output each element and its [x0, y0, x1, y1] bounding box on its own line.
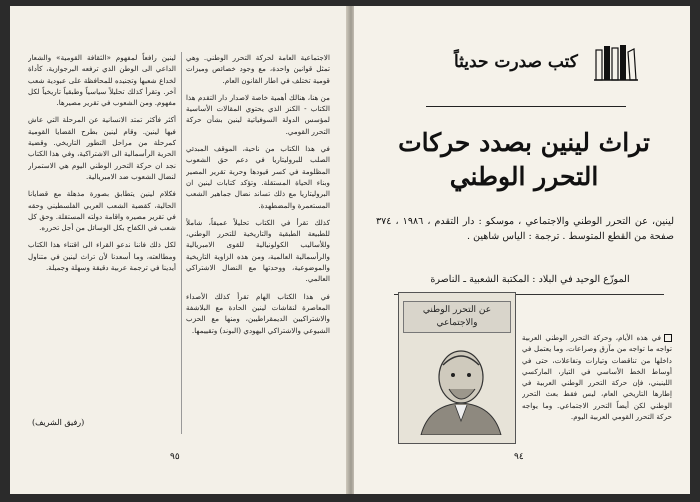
portrait-illustration: [409, 343, 505, 435]
bullet-marker: [664, 334, 672, 342]
left-page-column-left: [28, 52, 176, 444]
author-signature: (رفيق الشريف): [32, 418, 85, 427]
section-banner: [390, 42, 660, 82]
cover-title: عن التحرر الوطني والاجتماعي: [403, 301, 511, 333]
left-page-column-right: [186, 52, 330, 444]
paragraph: فكلام لينين يتطابق بصورة مذهلة مع قضايانا الحالية، كقضية الشعب العربي الفلسطيني وحقه في تقرير مصيره واقامة دولته المستقلة. وحق كل شعب في الكفاح بكل الوسائل من أجل تحرره.: [28, 189, 176, 233]
paragraph: [522, 332, 672, 422]
books-icon: [594, 42, 638, 82]
paragraph: الاجتماعية العامة لحركة التحرر الوطني. وهي تمثل قوانين واحدة، مع وجود خصائص وميزات قومية تختلف في اطار القانون العام.: [186, 53, 330, 85]
distributor-line: الموزّع الوحيد في البلاد : المكتبة الشعبية ـ الناصرة: [430, 274, 630, 285]
paragraph: أكثر فأكثر تمتد الانسانية عن المرحلة التي عاش فيها لينين. وقام لينين بطرح القضايا القومية كمرحلة من مراحل التطور التاريخي. وقضية الحرية الرأسمالية الى الاشتراكية، وفي هذا الكتاب نجد ان حركة التحرر الوطني اليوم هي الاستمرار لنضال الشعوب ضد الامبريالية.: [28, 115, 176, 181]
section-banner-label: كتب صدرت حديثاً: [454, 52, 578, 72]
article-headline: [374, 126, 674, 194]
paragraph: كذلك تقرأ في الكتاب تحليلاً عميقاً، شاملاً للطبيعة الطبقية والتاريخية للتحرر الوطني، وللأساليب الكولونيالية للقوى الامبريالية والرأسمالية العالمية، ومن هذه الزاوية التاريخية والموضوعية، ووحدتها مع النضال الاشتراكي العالمي.: [186, 217, 330, 284]
article-body: [522, 332, 672, 452]
headline-line: تراث لينين بصدد حركات: [398, 128, 650, 157]
page-number: ٩٤: [514, 452, 524, 462]
paragraph-text: في هذه الأيام، وحركة التحرر الوطني العربية تواجه ما تواجه من مآزق وصراعات، وما يعتمل في داخلها من تناقضات وتيارات وتفاعلات، حتى في أوساط الخط الأساسي في التيار، الماركسي اللينيني، فإن حركة التحرر الوطني العربية في إطارها التاريخي العام، ليس فقط بعث التحرر الوطني لكن أيضاً التحرر الاجتماعي. وما يواجه حركة التحرر القومي العربية اليوم.: [522, 333, 672, 422]
paragraph: في هذا الكتاب الهام تقرأ كذلك الأصداء المعاصرة لنقاشات لينين الحادة مع البلاشفة والاشتراكيين الديمقراطيين، ومنها مع الحزب الشيوعي والاشتراكي اليهودي (البوند) وتقييمها.: [186, 291, 330, 335]
paragraph: لينين رافعاً لمفهوم «الثقافة القومية» والشعار الداعي الى الوطن الذي ترفعه البرجوازية، كأداة لخداع شعبها وتجنيده للمحافظة على عبودية شعب آخر. وتقرأ كذلك تحليلاً سياسياً وطبقياً تاريخياً لكل مفهوم. ومن الشعوب في تقرير مصيرها.: [28, 53, 176, 108]
column-divider: [181, 52, 182, 434]
left-page: [10, 6, 348, 494]
right-page: [354, 6, 690, 494]
paragraph: لكل ذلك فاننا ندعو القراء الى اقتناء هذا الكتاب ومطالعته، وما أسعدنا لأن تراث لينين في متناول أيدينا في ترجمة عربية دقيقة وسهلة وجميلة.: [28, 240, 176, 273]
paragraph: من هنا، هنالك أهمية خاصة لاصدار دار التقدم هذا الكتاب - الكنز الذي يحتوي المقالات الأساسية لمؤسس الدولة السوفياتية لينين بشأن حركة التحرر القومي.: [186, 92, 330, 136]
book-cover-image: [398, 292, 516, 444]
bibliographic-entry: لينين، عن التحرر الوطني والاجتماعي ، موسكو : دار التقدم ، ١٩٨٦ ، ٣٧٤ صفحة من القطع المتوسط . ترجمة : الياس شاهين .: [376, 216, 674, 242]
headline-line: التحرر الوطني: [449, 162, 599, 191]
banner-underline: [426, 106, 626, 107]
page-number: ٩٥: [170, 452, 180, 462]
paragraph: في هذا الكتاب من ناحية، الموقف المبدئي الصلب للبروليتاريا في دعم حق الشعوب المظلومة في كسر قيودها وحرية تقرير المصير وبناء الحياة المستقلة. وتؤكد كتابات لينين ان البروليتاريا مع ذلك تساند نضال جماهير الشعب المستعمرة والمضطهدة.: [186, 144, 330, 210]
